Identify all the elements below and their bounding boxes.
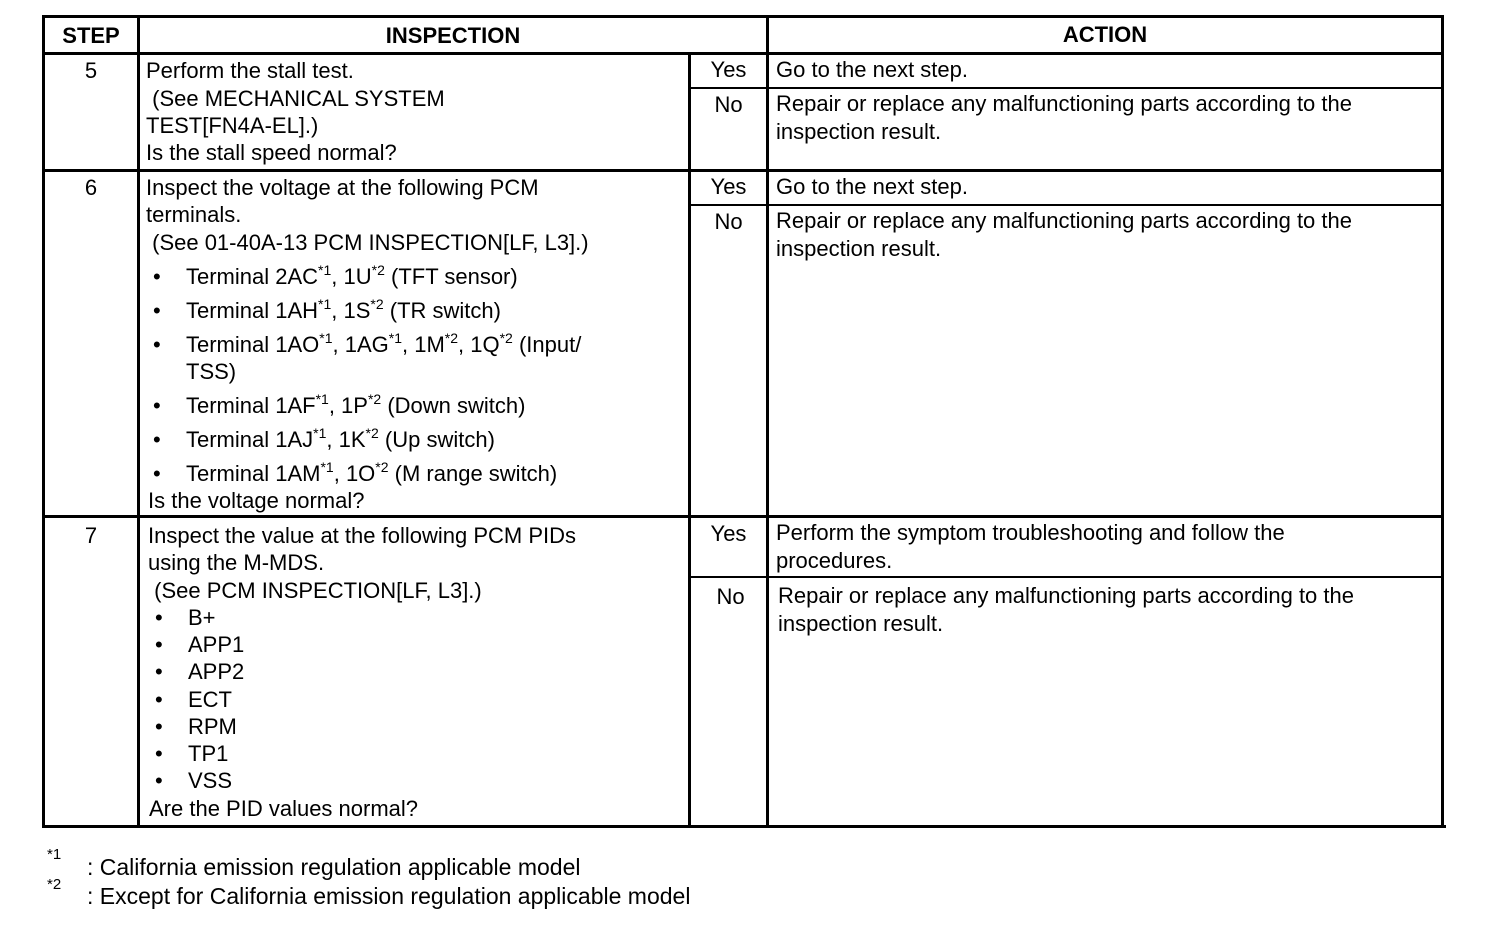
terminal-item: Terminal 1AJ$^{*1}$, $1K^{*2}$ (Up switch) <box>186 425 495 452</box>
row-rule-6-7 <box>44 515 1444 518</box>
bullet: • <box>155 687 163 712</box>
terminal-item-continuation: TSS) <box>186 359 237 384</box>
inspection-text: (See MECHANICAL SYSTEM <box>146 86 445 111</box>
header-rule <box>42 52 1444 55</box>
inspection-question: Are the PID values normal? <box>149 796 419 821</box>
step-number: 5 <box>84 58 98 83</box>
terminal-item: Terminal 2AC$^{*1}$, $1U^{*2}$ (TFT sensor) <box>186 262 518 289</box>
header-step: STEP <box>62 23 120 48</box>
bullet: • <box>153 264 161 289</box>
yes-action: Perform the symptom troubleshooting and follow the <box>776 520 1285 545</box>
inspection-text: using the M-MDS. <box>148 550 325 575</box>
footnote-text: : Except for California emission regulation applicable model <box>87 883 691 909</box>
header-action: ACTION <box>1062 22 1148 47</box>
no-action: Repair or replace any malfunctioning parts according to the <box>776 208 1352 233</box>
footnote-mark: *1 <box>47 846 62 863</box>
bullet: • <box>153 427 161 452</box>
inspection-question: Is the voltage normal? <box>148 488 365 513</box>
no-action: inspection result. <box>776 119 942 144</box>
action-column-rule <box>766 15 769 828</box>
no-action: Repair or replace any malfunctioning parts according to the <box>776 91 1352 116</box>
inspection-text: Inspect the voltage at the following PCM <box>146 175 539 200</box>
bullet: • <box>153 393 161 418</box>
footnote-mark: *2 <box>47 876 62 893</box>
no-action: inspection result. <box>776 236 942 261</box>
bullet: • <box>153 332 161 357</box>
no-action: Repair or replace any malfunctioning parts according to the <box>778 583 1354 608</box>
terminal-item: Terminal 1AO$^{*1}$, 1AG$^{*1}$, $1M^{*2}$, $1Q^{*2}$ (Input/ <box>186 330 582 357</box>
terminal-item: Terminal 1AF$^{*1}$, $1P^{*2}$ (Down switch) <box>186 391 526 418</box>
terminal-item: Terminal 1AM$^{*1}$, $1O^{*2}$ (M range switch) <box>186 459 558 486</box>
bullet: • <box>155 605 163 630</box>
no-label: No <box>714 92 743 117</box>
yes-no-split-row-5 <box>689 87 1443 89</box>
pid-item: B+ <box>188 605 216 630</box>
inspection-text: Perform the stall test. <box>146 58 354 83</box>
inspection-reference: (See 01-40A-13 PCM INSPECTION[LF, L3].) <box>146 230 589 255</box>
pid-item: RPM <box>188 714 237 739</box>
table-border-top <box>42 15 1444 18</box>
yes-action: procedures. <box>776 548 893 573</box>
step-number: 6 <box>84 175 98 200</box>
no-label: No <box>714 209 743 234</box>
no-label: No <box>716 584 745 609</box>
bullet: • <box>155 632 163 657</box>
yes-action: Go to the next step. <box>776 57 969 82</box>
pid-item: TP1 <box>188 741 229 766</box>
inspection-reference: (See PCM INSPECTION[LF, L3].) <box>148 578 482 603</box>
pid-item: VSS <box>188 768 233 793</box>
bullet: • <box>155 659 163 684</box>
table-border-right <box>1441 15 1444 828</box>
footnote-text: : California emission regulation applicable model <box>87 854 581 880</box>
yes-label: Yes <box>710 57 747 82</box>
pid-item: APP1 <box>188 632 245 657</box>
bullet: • <box>153 461 161 486</box>
yes-label: Yes <box>710 521 747 546</box>
yes-no-split-row-6 <box>689 204 1443 206</box>
step-number: 7 <box>84 523 98 548</box>
bullet: • <box>153 298 161 323</box>
table-border-left <box>42 15 45 828</box>
row-rule-5-6 <box>44 169 1444 172</box>
step-column-rule <box>137 15 140 828</box>
inspection-text: TEST[FN4A-EL].) <box>146 113 319 138</box>
inspection-text: Inspect the value at the following PCM PIDs <box>148 523 576 548</box>
pid-item: ECT <box>188 687 232 712</box>
terminal-item: Terminal 1AH$^{*1}$, $1S^{*2}$ (TR switch) <box>186 296 501 323</box>
yesno-column-rule <box>688 53 691 828</box>
inspection-question: Is the stall speed normal? <box>146 140 397 165</box>
yes-action: Go to the next step. <box>776 174 969 199</box>
yes-no-split-row-7 <box>689 576 1443 578</box>
inspection-text: terminals. <box>146 202 242 227</box>
bullet: • <box>155 768 163 793</box>
bullet: • <box>155 714 163 739</box>
yes-label: Yes <box>710 174 747 199</box>
no-action: inspection result. <box>778 611 944 636</box>
bullet: • <box>155 741 163 766</box>
header-inspection: INSPECTION <box>385 23 521 48</box>
pid-item: APP2 <box>188 659 245 684</box>
table-border-bottom <box>44 825 1446 828</box>
